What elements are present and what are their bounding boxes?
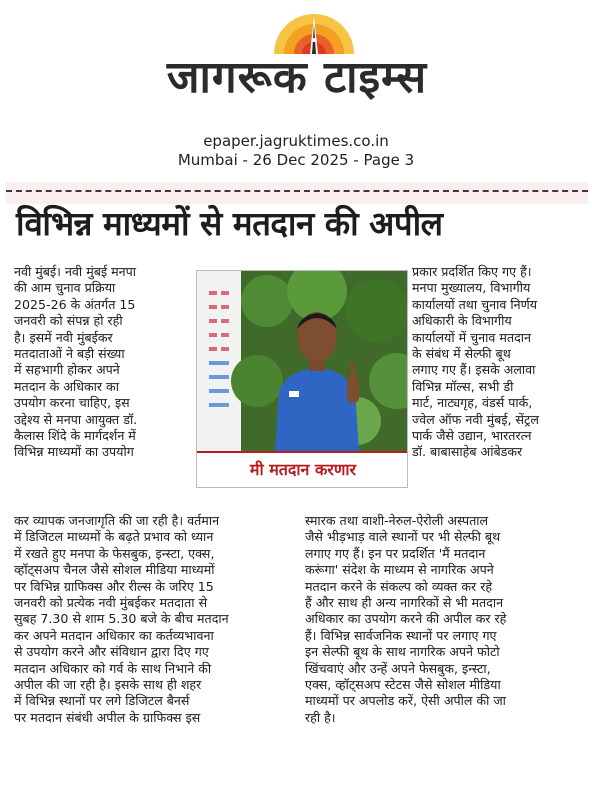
article-text-line: कर अपने मतदान अधिकार का कर्तव्यभावना (14, 627, 214, 643)
article-text-line: डॉ. बाबासाहेब आंबेडकर (412, 444, 523, 460)
article-text-line: में विभिन्न स्थानों पर लगे डिजिटल बैनर्स (14, 693, 190, 709)
article-text-line: है। इसमें नवी मुंबईकर (14, 329, 113, 345)
edition-line: Mumbai - 26 Dec 2025 - Page 3 (177, 151, 415, 169)
article-text-line: अधिकार का उपयोग करने की अपील कर रहे (305, 611, 507, 627)
article-text-line: अपील की जा रही है। इसके साथ ही शहर (14, 677, 202, 693)
article-text-line: उपयोग करना चाहिए, इस (14, 395, 130, 411)
article-text-line: कार्यालयों तथा चुनाव निर्णय (412, 296, 538, 312)
article-text-line: में डिजिटल माध्यमों के बढ़ते प्रभाव को ध्यान (14, 529, 214, 545)
rising-sun-pen-icon (270, 10, 358, 54)
article-text-line: जनवरी को प्रत्येक नवी मुंबईकर मतदाता से (14, 595, 208, 611)
article-text-line: करूंगा' संदेश के माध्यम से नागरिक अपने (305, 562, 494, 578)
article-text-line: से उपयोग करने और संविधान द्वारा दिए गए (14, 644, 209, 660)
article-text-line: खिंचवाएं और उन्हें अपने फेसबुक, इन्स्टा, (305, 660, 491, 676)
article-text-line: में सहभागी होकर अपने (14, 362, 120, 378)
article-text-line: जनवरी को संपन्न हो रही (14, 313, 123, 329)
logo-wordmark: जागरूक टाइम्स (166, 52, 428, 103)
article-text-line: सुबह 7.30 से शाम 5.30 बजे के बीच मतदान (14, 611, 229, 627)
article-text-line: लगाए गए हैं। इसके अलावा (412, 362, 536, 378)
article-text-line: एक्स, व्हॉट्सअप स्टेटस जैसे सोशल मीडिया (305, 677, 501, 693)
article-text-line: कैलास शिंदे के मार्गदर्शन में (14, 428, 136, 444)
article-photo (196, 270, 408, 488)
article-text-line: की आम चुनाव प्रक्रिया (14, 280, 116, 296)
article-text-line: में रखते हुए मनपा के फेसबुक, इन्स्टा, एक्स, (14, 545, 215, 561)
article-text-line: कार्यालयों में चुनाव मतदान (412, 329, 532, 345)
article-text-line: विभिन्न माध्यमों का उपयोग (14, 444, 134, 460)
article-text-line: 2025-26 के अंतर्गत 15 (14, 296, 136, 312)
column-right-top (412, 264, 588, 461)
article-text-line: मतदान के अधिकार का (14, 378, 119, 394)
article-text-line: उद्देश्य से मनपा आयुक्त डॉ. (14, 411, 138, 427)
article-text-line: के संबंध में सेल्फी बूथ (412, 346, 511, 362)
article-text-line: व्हॉट्सअप चैनल जैसे सोशल मीडिया माध्यमों (14, 562, 215, 578)
article-text-line: मतदान अधिकार को गर्व के साथ निभाने की (14, 660, 212, 676)
article-text-line: पर विभिन्न ग्राफिक्स और रील्स के जरिए 15 (14, 578, 214, 594)
article-text-line: जैसे भीड़भाड़ वाले स्थानों पर भी सेल्फी बूथ (305, 529, 501, 545)
clipping-cut-line (6, 190, 588, 192)
article-text-line: इन सेल्फी बूथ के साथ नागरिक अपने फोटो (305, 644, 500, 660)
article-text-line: प्रकार प्रदर्शित किए गए हैं। (412, 264, 532, 279)
article-text-line: मतदाताओं ने बड़ी संख्या (14, 346, 125, 362)
article-text-line: कर व्यापक जनजागृति की जा रही है। वर्तमान (14, 513, 220, 528)
article-text-line: माध्यमों पर अपलोड करें, ऐसी अपील की जा (305, 693, 506, 709)
article-text-line: मतदान करने के संकल्प को व्यक्त कर रहे (305, 578, 493, 594)
article-text-line: नवी मुंबई। नवी मुंबई मनपा (14, 264, 137, 279)
epaper-url: epaper.jagruktimes.co.in (203, 132, 389, 150)
article-text-line: लगाए गए हैं। इन पर प्रदर्शित 'मैं मतदान (305, 545, 486, 561)
article-clipping (6, 182, 588, 788)
article-text-line: हैं और साथ ही अन्य नागरिकों से भी मतदान (305, 595, 504, 611)
article-text-line: स्मारक तथा वाशी-नेरुल-ऐरोली अस्पताल (305, 513, 489, 528)
article-text-line: विभिन्न मॉल्स, सभी डी (412, 378, 514, 394)
article-text-line: पार्क जैसे उद्यान, भारतरत्न (412, 428, 532, 444)
photo-caption: मी मतदान करणार (197, 451, 408, 488)
article-text-line: पर मतदान संबंधी अपील के ग्राफिक्स इस (14, 709, 201, 725)
article-text-line: मार्ट, नाट्यगृह, वंडर्स पार्क, (412, 395, 533, 411)
article-text-line: हैं। विभिन्न सार्वजनिक स्थानों पर लगाए गए (305, 627, 497, 643)
newspaper-logo (92, 6, 502, 116)
column-left-top (14, 264, 199, 461)
column-left-bottom (14, 513, 284, 726)
article-text-line: अधिकारी के विभागीय (412, 313, 512, 329)
voter-selfie-photo (197, 271, 408, 451)
masthead (0, 0, 592, 120)
epaper-info (0, 132, 592, 170)
article-headline: विभिन्न माध्यमों से मतदान की अपील (16, 204, 443, 243)
article-text-line: रही है। (305, 709, 336, 725)
column-right-bottom (305, 513, 585, 726)
article-text-line: मनपा मुख्यालय, विभागीय (412, 280, 531, 296)
article-text-line: ज्वेल ऑफ नवी मुंबई, सेंट्रल (412, 411, 539, 427)
